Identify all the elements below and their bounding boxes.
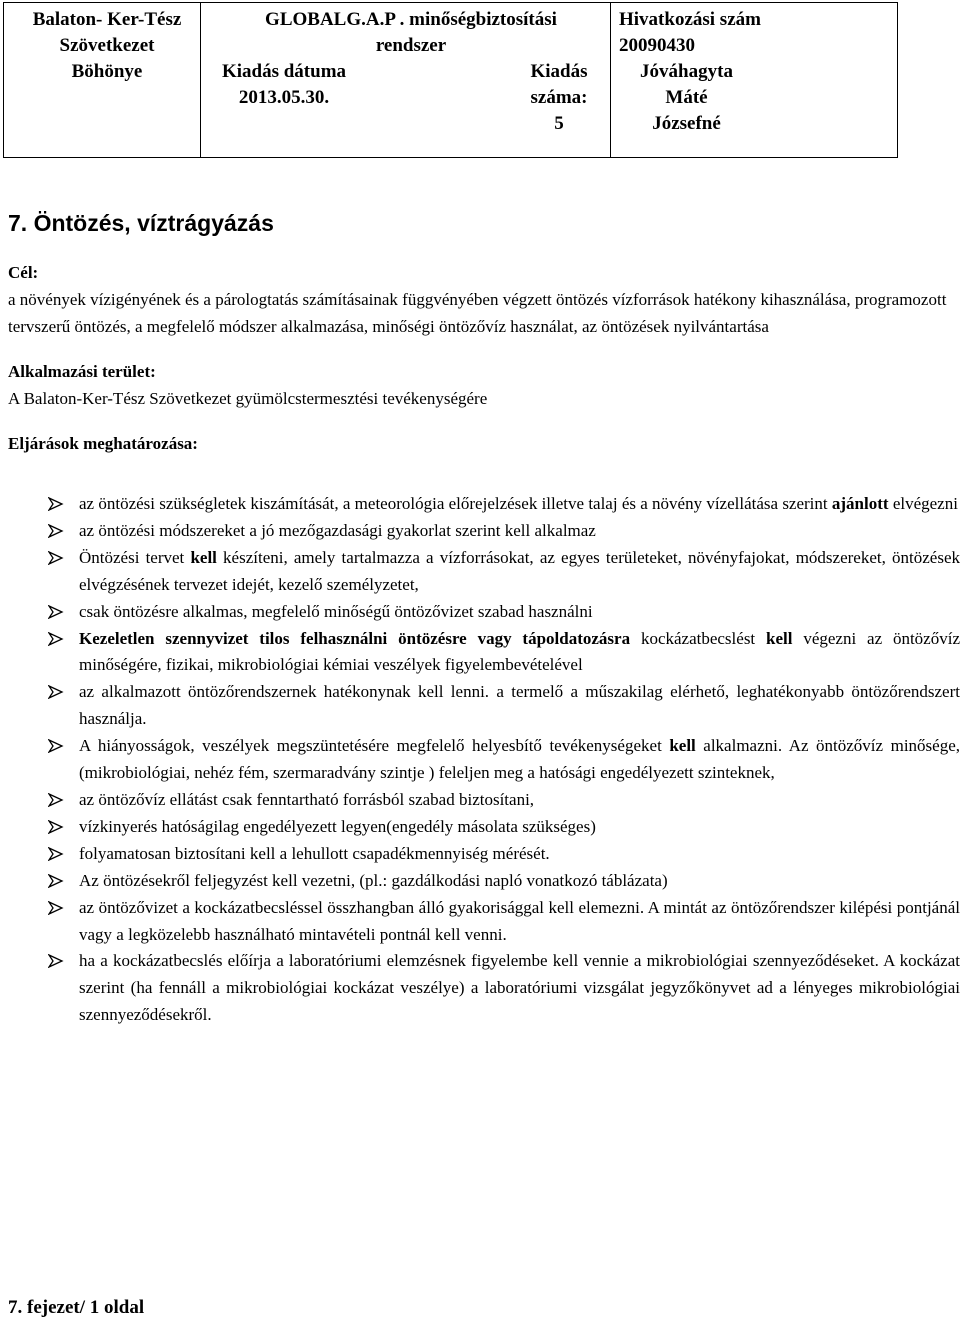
arrow-bullet-icon <box>48 895 66 921</box>
procedure-item <box>8 545 960 599</box>
section-title: 7. Öntözés, víztrágyázás <box>8 210 274 236</box>
procedure-text: vízkinyerés hatóságilag engedélyezett legyen(engedély másolata szükséges) <box>79 816 596 836</box>
procedure-item <box>8 868 960 895</box>
procedure-text: csak öntözésre alkalmas, megfelelő minőségű öntözővizet szabad használni <box>79 601 593 621</box>
arrow-bullet-icon <box>48 948 66 974</box>
procedure-text: Öntözési tervet <box>79 547 191 567</box>
procedure-text: készíteni, amely tartalmazza a vízforrásokat, az egyes területeket, növényfajokat, módszereket, öntözések elvégzésének tervezet idejét, kezelő személyzetet, <box>79 547 960 594</box>
procedure-item <box>8 626 960 680</box>
procedure-text: A hiányosságok, veszélyek megszüntetésére megfelelő helyesbítő tevékenységeket <box>79 736 670 756</box>
arrow-bullet-icon <box>48 787 66 813</box>
header-issue-number: Kiadás száma: 5 <box>530 61 588 134</box>
procedure-text: az alkalmazott öntözőrendszernek hatékonynak kell lenni. a termelő a műszakilag elérhető, leghatékonyabb öntözőrendszert használja. <box>79 682 960 729</box>
procedure-text: alkalmazni. Az öntözővíz minősége, (mikrobiológiai, nehéz fém, szermaradvány szintje ) feleljen meg a hatósági engedélyezett szinteknek, <box>79 736 960 783</box>
approved-label: Jóváhagyta <box>640 61 733 82</box>
scope-text: A Balaton-Ker-Tész Szövetkezet gyümölcstermesztési tevékenységére <box>8 389 488 408</box>
procedure-text: az öntözési módszereket a jó mezőgazdasági gyakorlat szerint kell alkalmaz <box>79 520 596 540</box>
procedure-text: az öntözővíz ellátást csak fenntartható forrásból szabad biztosítani, <box>79 789 535 809</box>
procedure-text: kell <box>190 547 217 567</box>
procedure-item <box>8 491 960 518</box>
procedure-text: Kezeletlen szennyvizet tilos felhasználni öntözésre vagy tápoldatozásra <box>79 628 631 648</box>
arrow-bullet-icon <box>48 868 66 894</box>
scope-heading: Alkalmazási terület: <box>8 362 156 381</box>
procedure-text: végezni az öntözővíz minőségére, fizikai, mikrobiológiai kémiai veszélyek figyelembevételével <box>79 628 960 675</box>
arrow-bullet-icon <box>48 841 66 867</box>
procedure-item <box>8 599 960 626</box>
procedure-item <box>8 518 960 545</box>
procedure-text: kockázatbecslést <box>630 628 767 648</box>
arrow-bullet-icon <box>48 599 66 625</box>
procedure-text: az öntözővizet a kockázatbecsléssel összhangban álló gyakorisággal kell elemezni. A mintát az öntözőrendszer kilépési pontjánál vagy a legközelebb használható mintavételi pontnál kell venni. <box>79 897 960 944</box>
reference-label: Hivatkozási szám <box>619 9 761 30</box>
header-issue-date: Kiadás dátuma 2013.05.30. <box>221 61 347 108</box>
arrow-bullet-icon <box>48 626 66 652</box>
procedure-text: ha a kockázatbecslés előírja a laboratóriumi elemzésnek figyelembe kell vennie a mikrobiológiai szennyeződéseket. A kockázat szerint (ha fennáll a mikrobiológiai kockázat veszélye) a laboratóriumi vizsgálat jegyzőkönyvet ad a lényeges mikrobiológiai szennyeződésekről. <box>79 951 960 1025</box>
procedures-heading: Eljárások meghatározása: <box>8 434 198 453</box>
procedure-text: elvégezni <box>888 494 958 513</box>
arrow-bullet-icon <box>48 733 66 759</box>
document-header-table <box>3 2 898 158</box>
arrow-bullet-icon <box>48 518 66 544</box>
arrow-bullet-icon <box>48 545 66 571</box>
goal-heading: Cél: <box>8 263 39 282</box>
page-footer: 7. fejezet/ 1 oldal <box>8 1297 145 1318</box>
procedure-item <box>8 787 960 814</box>
goal-text: a növények vízigényének és a párologtatás számításainak függvényében végzett öntözés vízforrások hatékony kihasználása, programozott tervszerű öntözés, a megfelelő módszer alkalmazása, minőségi öntözővíz használat, az öntözések nyilvántartása <box>8 290 947 336</box>
header-reference-approval <box>619 7 899 137</box>
procedure-text: folyamatosan biztosítani kell a lehullott csapadékmennyiség mérését. <box>79 843 550 863</box>
procedure-text: kell <box>766 628 793 648</box>
header-organization: Balaton- Ker-Tész Szövetkezet Böhönye <box>32 9 182 82</box>
procedure-item <box>8 679 960 733</box>
procedure-text: ajánlott <box>831 494 889 513</box>
document-body <box>8 205 960 1029</box>
header-system: GLOBALG.A.P . minőségbiztosítási rendszer <box>265 9 557 56</box>
procedures-list <box>8 491 960 1029</box>
approver-surname: Máté <box>665 87 708 108</box>
procedure-item <box>8 814 960 841</box>
reference-number: 20090430 <box>619 35 695 56</box>
procedure-item <box>8 948 960 1029</box>
approver-given-name: Józsefné <box>652 113 721 134</box>
procedure-item <box>8 895 960 949</box>
procedure-text: kell <box>669 736 696 756</box>
procedure-item <box>8 733 960 787</box>
arrow-bullet-icon <box>48 679 66 705</box>
arrow-bullet-icon <box>48 814 66 840</box>
procedure-text: az öntözési szükségletek kiszámítását, a meteorológia előrejelzések illetve talaj és a növény vízellátása szerint <box>79 494 832 513</box>
arrow-bullet-icon <box>48 491 66 517</box>
procedure-item <box>8 841 960 868</box>
procedure-text: Az öntözésekről feljegyzést kell vezetni, (pl.: gazdálkodási napló vonatkozó táblázata) <box>79 870 668 890</box>
header-divider <box>610 3 611 157</box>
